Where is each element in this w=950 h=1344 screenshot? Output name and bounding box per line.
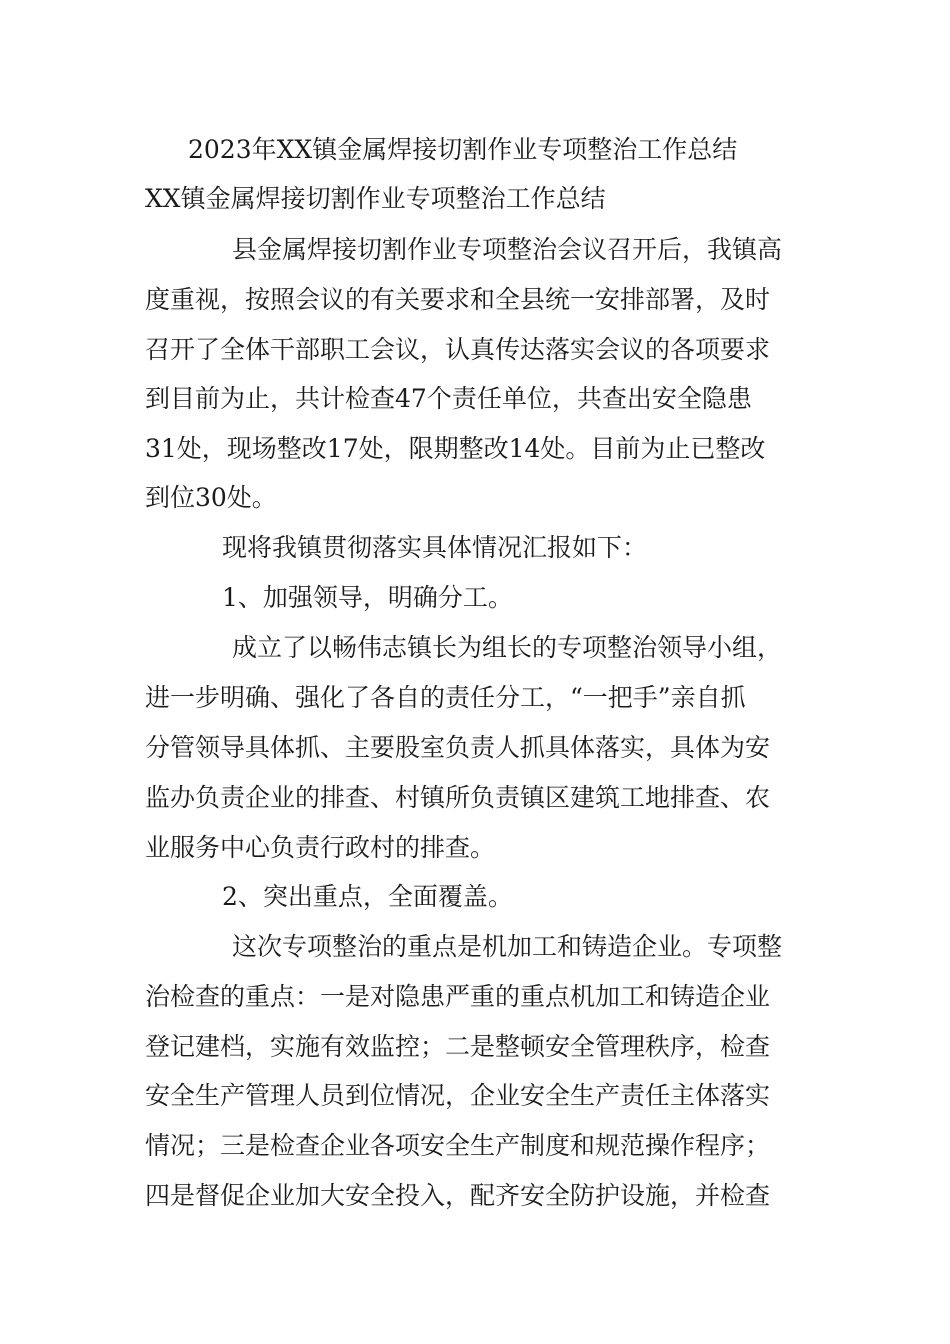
document-title: 2023年XX镇金属焊接切割作业专项整治工作总结 [188,135,738,164]
paragraph-line: 县金属焊接切割作业专项整治会议召开后，我镇高 [232,235,783,264]
paragraph-line: 31处，现场整改17处，限期整改14处。目前为止已整改 [145,434,766,463]
paragraph-line: 召开了全体干部职工会议，认真传达落实会议的各项要求 [145,335,771,364]
paragraph-line: 成立了以畅伟志镇长为组长的专项整治领导小组， [232,633,783,662]
paragraph-line: 业服务中心负责行政村的排查。 [145,833,496,862]
paragraph-line: 进一步明确、强化了各自的责任分工，“一把手”亲自抓 [145,683,746,712]
section-heading: 1、加强领导，明确分工。 [222,583,513,612]
paragraph-line: 登记建档，实施有效监控；二是整顿安全管理秩序，检查 [145,1032,771,1061]
paragraph-line: 到位30处。 [145,483,277,512]
paragraph-line: 情况；三是检查企业各项安全生产制度和规范操作程序； [145,1131,771,1160]
paragraph-line: 监办负责企业的排查、村镇所负责镇区建筑工地排查、农 [145,783,771,812]
paragraph-line: 现将我镇贯彻落实具体情况汇报如下： [222,533,648,562]
paragraph-line: 这次专项整治的重点是机加工和铸造企业。专项整 [232,932,783,961]
paragraph-line: 四是督促企业加大安全投入，配齐安全防护设施，并检查 [145,1181,771,1210]
paragraph-line: 到目前为止，共计检查47个责任单位，共查出安全隐患 [145,384,752,413]
paragraph-line: 安全生产管理人员到位情况，企业安全生产责任主体落实 [145,1081,771,1110]
paragraph-line: 度重视，按照会议的有关要求和全县统一安排部署，及时 [145,285,771,314]
document-subtitle: XX镇金属焊接切割作业专项整治工作总结 [145,184,606,213]
paragraph-line: 治检查的重点：一是对隐患严重的重点机加工和铸造企业 [145,982,771,1011]
paragraph-line: 分管领导具体抓、主要股室负责人抓具体落实，具体为安 [145,733,771,762]
section-heading: 2、突出重点，全面覆盖。 [222,882,513,911]
